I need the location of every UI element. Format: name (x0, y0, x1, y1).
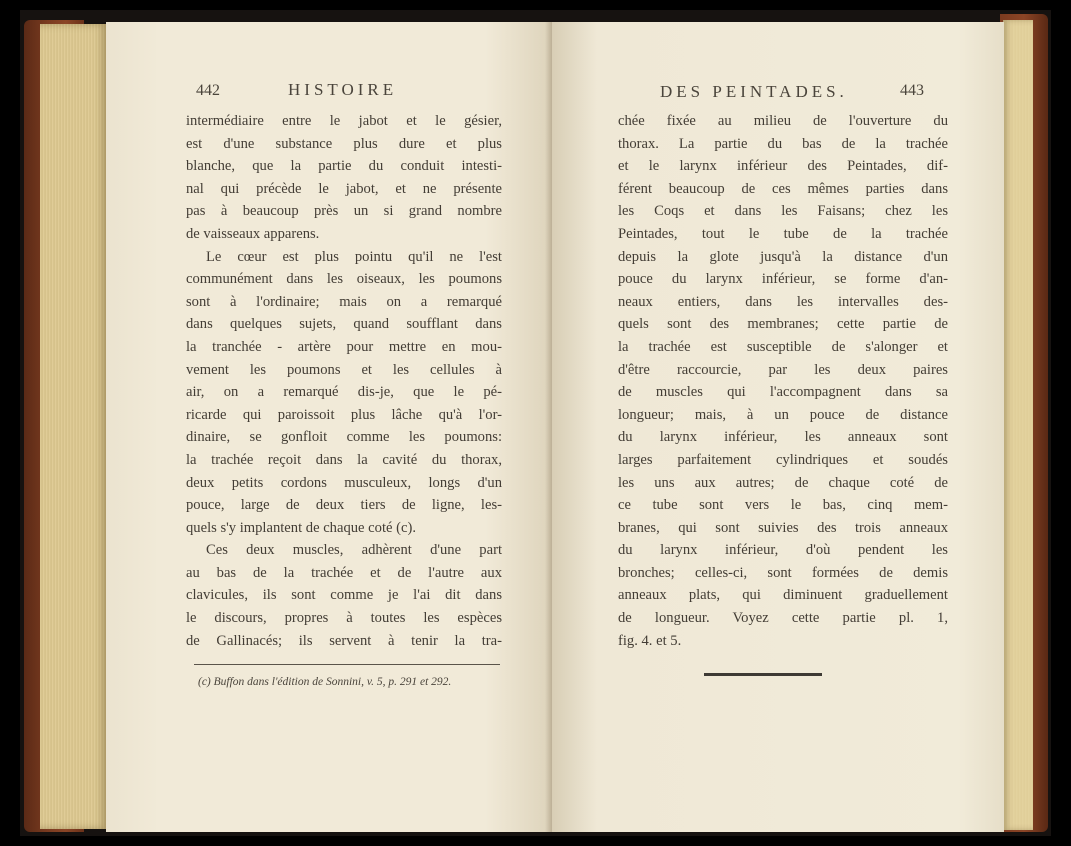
left-running-head: HISTOIRE (288, 80, 398, 99)
text-line: thorax. La partie du bas de la trachée (618, 135, 948, 152)
text-line: de muscles qui l'accompagnent dans sa (618, 384, 948, 401)
text-line: le discours, propres à toutes les espèces (186, 610, 502, 627)
text-line: et le larynx inférieur des Peintades, dif- (618, 158, 948, 175)
text-line: clavicules, ils sont comme je l'ai dit dans (186, 587, 502, 604)
text-line: air, on a remarqué dis-je, que le pé- (186, 384, 502, 401)
text-line: de vaisseaux apparens. (186, 225, 320, 242)
text-line: de longueur. Voyez cette partie pl. 1, (618, 610, 948, 627)
text-line: bronches; celles-ci, sont formées de demis (618, 564, 948, 581)
text-line: dans quelques sujets, quand soufflant dans (186, 316, 502, 333)
text-line: dinaire, se gonfloit comme les poumons: (186, 429, 502, 446)
left-page (106, 22, 552, 832)
left-page-number: 442 (196, 82, 220, 99)
text-line: deux petits cordons musculeux, longs d'un (186, 474, 502, 491)
right-body-text (618, 110, 948, 652)
end-ornament-rule (704, 673, 822, 676)
text-line: anneaux plats, qui diminuent graduellement (618, 587, 948, 604)
page-edges-right (1003, 20, 1033, 830)
text-line: longueur; mais, à un pouce de distance (618, 406, 948, 423)
text-line: au bas de la trachée et de l'autre aux (186, 564, 502, 581)
footnote-rule (194, 664, 500, 665)
text-line: pouce, large de deux tiers de ligne, les- (186, 497, 502, 514)
text-line: sont à l'ordinaire; mais on a remarqué (186, 293, 502, 310)
text-line: communément dans les oiseaux, les poumons (186, 271, 502, 288)
footnote: (c) Buffon dans l'édition de Sonnini, v. 5, p. 291 et 292. (198, 676, 452, 688)
text-line: la trachée est susceptible de s'alonger et (618, 338, 948, 355)
text-line: les uns aux autres; de chaque coté de (618, 474, 948, 491)
text-line: larges parfaitement cylindriques et soudés (618, 451, 948, 468)
text-line: pas à beaucoup près un si grand nombre (186, 203, 502, 220)
text-line: fig. 4. et 5. (618, 632, 682, 649)
text-line: blanche, que la partie du conduit intesti- (186, 158, 502, 175)
text-line: quels s'y implantent de chaque coté (c). (186, 519, 416, 536)
text-line: du larynx inférieur, d'où pendent les (618, 542, 948, 559)
text-line: pouce du larynx inférieur, se forme d'an- (618, 271, 948, 288)
left-body-text (186, 110, 502, 652)
text-line: la trachée reçoit dans la cavité du thorax, (186, 451, 502, 468)
text-line: d'être raccourcie, par les deux paires (618, 361, 948, 378)
text-line: chée fixée au milieu de l'ouverture du (618, 113, 948, 129)
text-line: férent beaucoup de ces mêmes parties dans (618, 180, 948, 197)
text-line: branes, qui sont suivies des trois anneaux (618, 519, 948, 536)
right-page (552, 22, 1004, 832)
text-line: neaux entiers, dans les intervalles des- (618, 293, 948, 310)
text-line: Ces deux muscles, adhèrent d'une part (206, 542, 502, 559)
text-line: Le cœur est plus pointu qu'il ne l'est (206, 248, 502, 265)
text-line: ricarde qui paroissoit plus lâche qu'à l'or- (186, 406, 502, 423)
right-page-number: 443 (900, 82, 924, 99)
text-line: Peintades, tout le tube de la trachée (618, 225, 948, 242)
text-line: vement les poumons et les cellules à (186, 361, 502, 378)
text-line: les Coqs et dans les Faisans; chez les (618, 203, 948, 220)
text-line: intermédiaire entre le jabot et le gésier, (186, 113, 502, 129)
right-running-head: DES PEINTADES. (660, 82, 848, 101)
text-line: nal qui précède le jabot, et ne présente (186, 180, 502, 197)
text-line: quels sont des membranes; cette partie de (618, 316, 948, 333)
page-edges-left (40, 24, 108, 829)
text-line: de Gallinacés; ils servent à tenir la tra- (186, 632, 502, 649)
text-line: est d'une substance plus dure et plus (186, 135, 502, 152)
text-line: la tranchée - artère pour mettre en mou- (186, 338, 502, 355)
text-line: ce tube sont vers le bas, cinq mem- (618, 497, 948, 514)
text-line: du larynx inférieur, les anneaux sont (618, 429, 948, 446)
text-line: depuis la glote jusqu'à la distance d'un (618, 248, 948, 265)
